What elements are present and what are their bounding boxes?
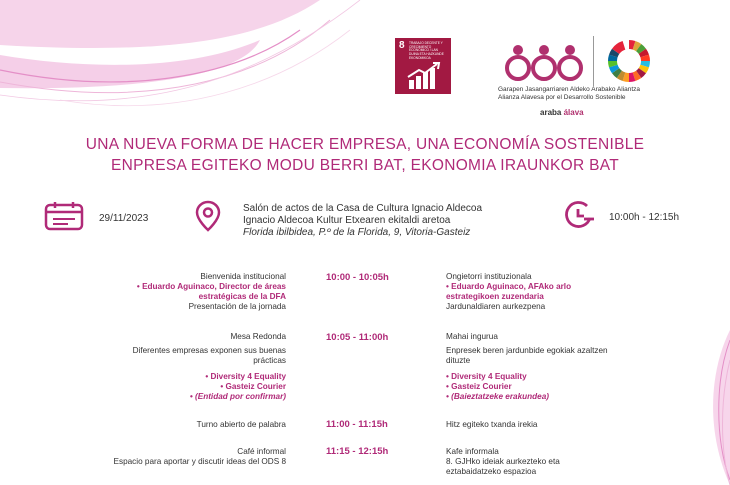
sdg-wheel-icon <box>606 38 652 84</box>
sdg8-number: 8 <box>399 40 405 51</box>
session-4-time: 11:15 - 12:15h <box>326 446 389 457</box>
alliance-name-eu: Garapen Jasangarriaren Aldeko Arabako Aliantza <box>498 86 641 93</box>
event-venue <box>243 203 482 239</box>
session-2-time: 10:05 - 11:00h <box>326 332 389 343</box>
logo-divider <box>593 36 594 86</box>
session-2-eu-item-1: • Diversity 4 Equality <box>446 372 527 381</box>
venue-line-eu: Ignacio Aldecoa Kultur Etxearen ekitaldi aretoa <box>243 215 451 226</box>
session-2-es-desc-2: prácticas <box>253 356 286 365</box>
session-2-eu-desc-2: dituzte <box>446 356 471 365</box>
session-2-eu-item-3: • (Baieztatzeke erakundea) <box>446 392 549 401</box>
session-4-eu <box>446 447 560 477</box>
event-date: 29/11/2023 <box>99 213 149 224</box>
alliance-name-es: Alianza Alavesa por el Desarrollo Sostenible <box>498 94 626 101</box>
sdg8-text: TRABAJO DECENTE Y CRECIMIENTO ECONÓMICO / LAN DUINA ETA HAZKUNDE EKONOMIKOA <box>409 41 444 60</box>
session-2-eu-title: Mahai ingurua <box>446 332 498 341</box>
session-4-es <box>114 447 286 467</box>
session-1-eu-speaker-1: • Eduardo Aguinaco, AFAko arlo <box>446 282 572 291</box>
session-2-es-desc-1: Diferentes empresas exponen sus buenas <box>132 346 286 355</box>
alliance-logo <box>498 36 698 130</box>
session-1-eu-speaker-2: estrategikoen zuzendaria <box>446 292 544 301</box>
session-4-es-title: Café informal <box>237 447 286 456</box>
araba-text: araba <box>540 108 562 117</box>
decorative-wave-right <box>690 330 730 485</box>
location-pin-icon <box>195 200 221 232</box>
session-2-es-item-1: • Diversity 4 Equality <box>205 372 286 381</box>
session-4-eu-desc-2: eztabaidatzeko espazioa <box>446 467 537 476</box>
session-2-es-item-3: • (Entidad por confirmar) <box>189 392 286 401</box>
session-1-eu-desc: Jardunaldiaren aurkezpena <box>446 302 546 311</box>
session-1-time: 10:00 - 10:05h <box>326 272 389 283</box>
session-2-eu-desc-1: Enpresek beren jardunbide egokiak azaltzen <box>446 346 608 355</box>
session-4-eu-title: Kafe informala <box>446 447 499 456</box>
sdg8-logo <box>395 38 451 94</box>
session-2-es <box>133 332 286 402</box>
session-2-eu <box>446 332 608 402</box>
session-1-es-title: Bienvenida institucional <box>200 272 286 281</box>
session-3-eu-title: Hitz egiteko txanda irekia <box>446 420 538 429</box>
growth-chart-icon <box>407 62 441 90</box>
session-1-es-desc: Presentación de la jornada <box>188 302 286 311</box>
clock-icon <box>562 200 596 230</box>
session-3-es <box>197 420 286 430</box>
session-4-eu-desc-1: 8. GJHko ideiak aurkezteko eta <box>446 457 560 466</box>
event-time: 10:00h - 12:15h <box>609 212 680 223</box>
session-1-es-speaker-2: estratégicas de la DFA <box>198 292 286 301</box>
session-2-es-item-2: • Gasteiz Courier <box>220 382 286 391</box>
title-es: UNA NUEVA FORMA DE HACER EMPRESA, UNA ECONOMÍA SOSTENIBLE <box>85 136 645 153</box>
venue-address: Florida ibilbidea, P.º de la Florida, 9, Vitoria-Gasteiz <box>243 227 471 238</box>
session-1-eu-title: Ongietorri instituzionala <box>446 272 532 281</box>
session-3-es-title: Turno abierto de palabra <box>196 420 286 429</box>
session-1-eu <box>446 272 571 312</box>
alava-text: álava <box>563 108 584 117</box>
session-2-es-title: Mesa Redonda <box>230 332 286 341</box>
araba-alava-logo <box>540 108 584 117</box>
people-icon <box>504 42 584 82</box>
session-1-es-speaker-1: • Eduardo Aguinaco, Director de áreas <box>136 282 286 291</box>
session-4-es-desc: Espacio para aportar y discutir ideas del ODS 8 <box>113 457 286 466</box>
title-eu: ENPRESA EGITEKO MODU BERRI BAT, EKONOMIA IRAUNKOR BAT <box>111 157 619 174</box>
session-3-time: 11:00 - 11:15h <box>326 419 388 430</box>
session-2-eu-item-2: • Gasteiz Courier <box>446 382 512 391</box>
calendar-icon <box>44 201 84 231</box>
session-1-es <box>137 272 286 312</box>
venue-line-es: Salón de actos de la Casa de Cultura Ignacio Aldecoa <box>243 203 483 214</box>
session-3-eu <box>446 420 537 430</box>
